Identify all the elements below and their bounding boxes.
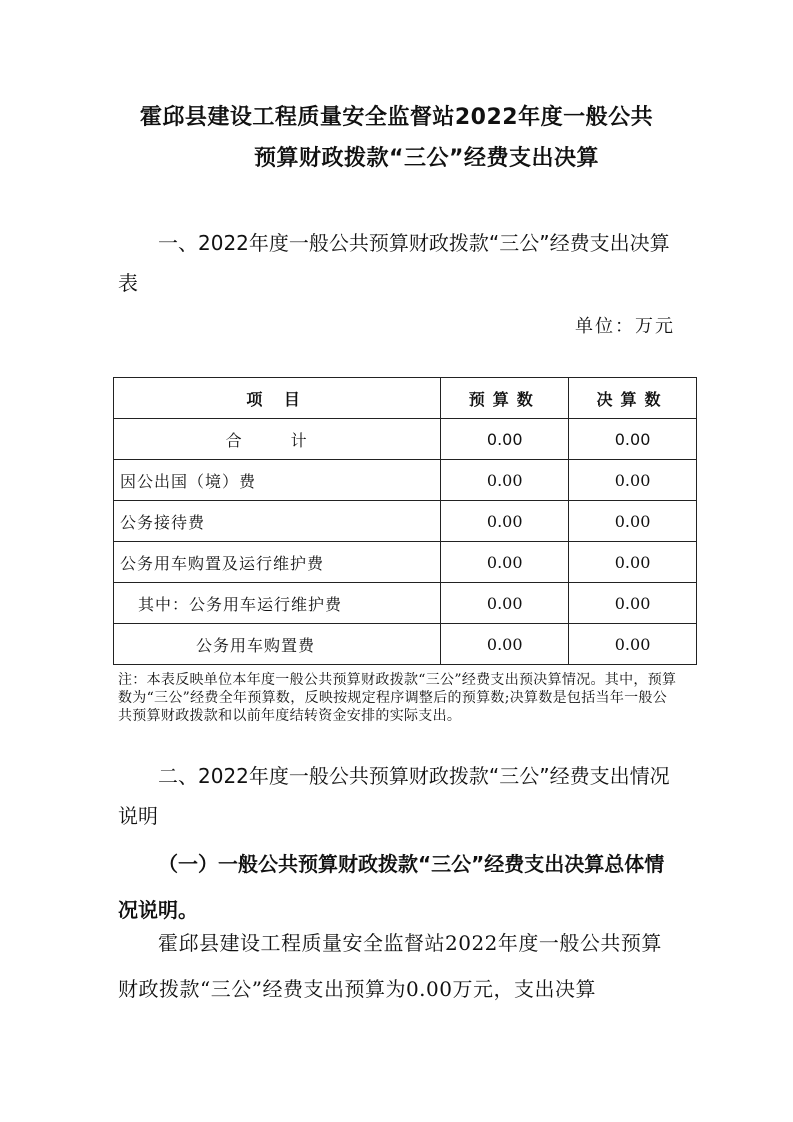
row-final: 0.00 xyxy=(569,542,697,583)
header-budget: 预算数 xyxy=(441,378,569,419)
row-item: 公务用车购置费 xyxy=(114,624,441,665)
unit-label: 单位：万元 xyxy=(575,316,675,337)
section2-heading: 二、2022年度一般公共预算财政拨款“三公”经费支出情况说明 xyxy=(118,764,670,828)
row-item: 公务用车购置及运行维护费 xyxy=(114,542,441,583)
body-paragraph: 霍邱县建设工程质量安全监督站2022年度一般公共预算财政拨款“三公”经费支出预算为0.00万元，支出决算 xyxy=(118,931,662,1001)
row-final: 0.00 xyxy=(569,624,697,665)
row-item: 公务接待费 xyxy=(114,501,441,542)
table-note: 注：本表反映单位本年度一般公共预算财政拨款“三公”经费支出预决算情况。其中，预算数为“三公”经费全年预算数，反映按规定程序调整后的预算数;决算数是包括当年一般公共预算财政拨款和以前年度结转资金安排的实际支出。 xyxy=(118,672,677,724)
row-final: 0.00 xyxy=(569,583,697,624)
header-item: 项 目 xyxy=(114,378,441,419)
table-header-row xyxy=(114,378,697,419)
three-public-expense-table xyxy=(113,377,697,665)
row-budget: 0.00 xyxy=(441,583,569,624)
document-title-line1: 霍邱县建设工程质量安全监督站2022年度一般公共 xyxy=(139,105,654,130)
row-item: 因公出国（境）费 xyxy=(114,460,441,501)
row-budget: 0.00 xyxy=(441,542,569,583)
row-budget: 0.00 xyxy=(441,460,569,501)
table-row xyxy=(114,583,697,624)
document-title-line2: 预算财政拨款“三公”经费支出决算 xyxy=(254,146,599,171)
table-row xyxy=(114,542,697,583)
table-row-total xyxy=(114,419,697,460)
table-row xyxy=(114,460,697,501)
row-final: 0.00 xyxy=(569,501,697,542)
row-budget: 0.00 xyxy=(441,419,569,460)
section1-heading: 一、2022年度一般公共预算财政拨款“三公”经费支出决算表 xyxy=(118,231,670,295)
header-final: 决算数 xyxy=(569,378,697,419)
row-item: 合 计 xyxy=(114,419,441,460)
row-budget: 0.00 xyxy=(441,501,569,542)
table-row xyxy=(114,624,697,665)
table-row xyxy=(114,501,697,542)
row-item: 其中：公务用车运行维护费 xyxy=(114,583,441,624)
subsection1-heading: （一）一般公共预算财政拨款“三公”经费支出决算总体情况说明。 xyxy=(118,852,665,922)
row-final: 0.00 xyxy=(569,419,697,460)
row-budget: 0.00 xyxy=(441,624,569,665)
row-final: 0.00 xyxy=(569,460,697,501)
